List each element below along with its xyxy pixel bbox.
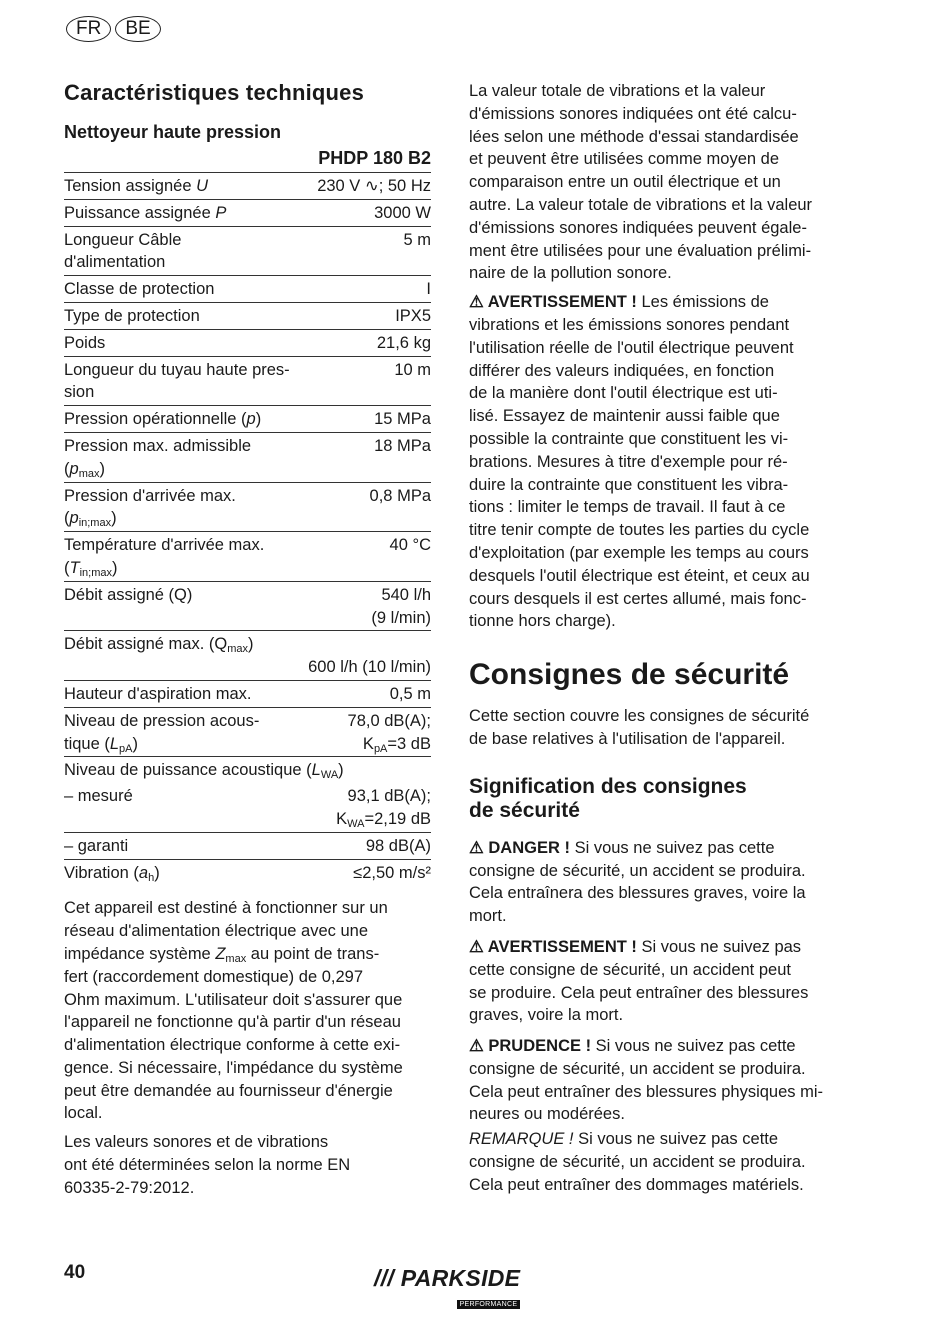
danger-paragraph bbox=[469, 837, 849, 928]
spec-row bbox=[64, 532, 431, 582]
text: Cet appareil est destiné à fonctionner sur un réseau d'alimentation électrique avec une impédance système bbox=[64, 899, 388, 963]
text-segment: – garanti bbox=[64, 836, 129, 855]
warn-label: AVERTISSEMENT ! bbox=[487, 937, 637, 956]
spec-row bbox=[64, 200, 431, 227]
text-segment: Vibration ( bbox=[64, 863, 139, 882]
right-column bbox=[469, 80, 849, 1203]
spec-label bbox=[64, 835, 128, 858]
section-title: Caractéristiques techniques bbox=[64, 80, 365, 105]
text-segment: IPX5 bbox=[395, 306, 431, 325]
text-segment: 540 l/h (9 l/min) bbox=[371, 585, 431, 627]
text-segment: 98 dB(A) bbox=[365, 836, 431, 855]
text-segment: Pression d'arrivée max. ( bbox=[64, 486, 236, 528]
spec-value bbox=[374, 435, 431, 481]
spec-value bbox=[353, 862, 431, 885]
warning-label: AVERTISSEMENT ! bbox=[487, 293, 637, 312]
text-segment: Niveau de pression acous- tique ( bbox=[64, 711, 260, 753]
spec-value bbox=[336, 785, 431, 831]
text: au point de trans- fert (raccordement domestique) de 0,297 Ohm maximum. L'utilisateur doit s'assurer que l'appareil ne fonctionne qu'à partir d'un réseau d'alimentation électrique conforme à cette exi- gence. Si nécessaire, l'impédance du système peut être demandée au fournisseur d'énergie local. bbox=[64, 944, 403, 1123]
note-paragraph bbox=[469, 1128, 849, 1196]
text-segment: Hauteur d'aspiration max. bbox=[64, 684, 252, 703]
spec-label bbox=[64, 710, 259, 756]
text-segment: ) bbox=[248, 635, 254, 654]
text-segment: 0,5 m bbox=[389, 684, 431, 703]
spec-value bbox=[308, 656, 431, 679]
text-segment: a bbox=[138, 863, 149, 882]
text-segment: ≤2,50 m/s² bbox=[353, 863, 431, 882]
warning-icon: ⚠ bbox=[469, 293, 488, 312]
language-badges bbox=[66, 16, 161, 42]
warn-paragraph bbox=[469, 936, 849, 1027]
warning-icon: ⚠ bbox=[469, 838, 489, 857]
text: Z bbox=[215, 944, 226, 963]
spec-value bbox=[366, 835, 431, 858]
text-segment: Poids bbox=[64, 333, 106, 352]
text-segment: ) bbox=[154, 863, 160, 882]
spec-value bbox=[426, 278, 431, 301]
text-segment: 10 m bbox=[394, 360, 431, 379]
text: Si vous ne suivez pas cette consigne de sécurité, un accident se produira. Cela peut entraîner des dommages matériels. bbox=[469, 1130, 806, 1194]
text-segment: Température d'arrivée max. ( bbox=[64, 536, 265, 577]
text-segment: =3 dB bbox=[387, 734, 431, 753]
badge-fr: FR bbox=[66, 16, 111, 42]
text-segment: WA bbox=[347, 817, 365, 830]
spec-row bbox=[64, 833, 431, 860]
spec-label bbox=[64, 862, 160, 885]
spec-value bbox=[395, 305, 431, 328]
spec-row bbox=[64, 357, 431, 407]
text: Si vous ne suivez pas cette consigne de sécurité, un accident se produira. Cela peut entraîner des blessures physiques mi- neures ou modérées. bbox=[469, 1037, 824, 1124]
spec-label bbox=[64, 332, 105, 355]
caution-paragraph bbox=[469, 1035, 849, 1126]
text-segment: 18 MPa bbox=[374, 436, 431, 455]
spec-value bbox=[394, 359, 431, 405]
text-segment: 21,6 kg bbox=[376, 333, 431, 352]
text-segment: =2,19 dB bbox=[364, 809, 431, 828]
spec-value bbox=[374, 202, 431, 225]
text-segment: 3000 W bbox=[374, 203, 431, 222]
text-segment: – mesuré bbox=[64, 787, 133, 806]
text-segment: ) bbox=[111, 509, 117, 528]
spec-row bbox=[64, 433, 431, 483]
left-column bbox=[64, 78, 431, 1206]
caution-label: PRUDENCE ! bbox=[488, 1037, 592, 1056]
spec-label bbox=[64, 305, 200, 328]
spec-label bbox=[64, 435, 251, 481]
spec-label bbox=[64, 534, 264, 580]
badge-be: BE bbox=[115, 16, 160, 42]
text-segment: L bbox=[311, 761, 321, 780]
logo-subtext: PERFORMANCE bbox=[457, 1300, 521, 1309]
spec-label bbox=[64, 683, 252, 706]
text-segment: Longueur du tuyau haute pres- sion bbox=[64, 360, 290, 402]
product-name: Nettoyeur haute pression bbox=[64, 122, 282, 142]
text-segment: Classe de protection bbox=[64, 280, 215, 299]
spec-row bbox=[64, 708, 431, 758]
text-segment: Tension assignée bbox=[64, 177, 197, 195]
text-segment: Puissance assignée bbox=[64, 203, 216, 222]
spec-row bbox=[64, 783, 431, 833]
spec-label bbox=[64, 229, 181, 275]
spec-label bbox=[64, 202, 226, 225]
spec-label bbox=[64, 633, 431, 656]
spec-row bbox=[64, 227, 431, 277]
spec-label bbox=[64, 785, 133, 831]
text-segment: 5 m bbox=[403, 230, 431, 249]
spec-value bbox=[390, 683, 431, 706]
text-segment: 0,8 MPa bbox=[369, 486, 431, 505]
text-segment: p bbox=[246, 410, 256, 429]
spec-row bbox=[64, 330, 431, 357]
danger-label: DANGER ! bbox=[488, 838, 570, 857]
parkside-logo bbox=[374, 1266, 520, 1313]
spec-label bbox=[64, 759, 431, 782]
spec-row bbox=[64, 173, 431, 200]
spec-label bbox=[64, 359, 290, 405]
spec-row bbox=[64, 681, 431, 708]
spec-row bbox=[64, 631, 431, 681]
text-segment: Type de protection bbox=[64, 306, 200, 325]
spec-row bbox=[64, 303, 431, 330]
spec-value bbox=[374, 408, 431, 431]
text-segment: I bbox=[426, 280, 431, 299]
spec-row bbox=[64, 582, 431, 632]
text: Les émissions de vibrations et les émissions sonores pendant l'utilisation réelle de l'outil électrique peuvent différer des valeurs indiquées, en fonction de la manière dont l'outil électrique est uti- lisé. Essayez de maintenir aussi faible que possible la contrainte que constituent les vi- brations. Mesures à titre d'exemple pour ré- duire la contrainte que constituent les vibra- tions : limiter le temps de travail. Il faut à ce titre tenir compte de toutes les parties du cycle d'exploitation (par exemple les temps au cours desquels l'outil électrique est éteint, et ceux au cours desquels il est certes allumé, mais fonc- tionne hors charge). bbox=[469, 293, 810, 631]
safety-intro: Cette section couvre les consignes de sécurité de base relatives à l'utilisation de l'appareil. bbox=[469, 707, 810, 748]
spec-value bbox=[370, 485, 431, 531]
vibration-paragraph: La valeur totale de vibrations et la valeur d'émissions sonores indiquées ont été calcu- lées selon une méthode d'essai standardisée et peuvent être utilisées comme moyen de comparaison entre un outil électrique et un autre. La valeur totale de vibrations et la valeur d'émissions sonores indiquées peuvent égale- ment être utilisées pour une évaluation prélimi- naire de la pollution sonore. bbox=[469, 82, 813, 283]
warning-paragraph bbox=[469, 291, 849, 633]
text-segment: U bbox=[196, 177, 209, 195]
text-segment: in;max bbox=[78, 517, 112, 530]
warning-icon: ⚠ bbox=[469, 1037, 489, 1056]
text-segment: P bbox=[215, 203, 227, 222]
spec-label bbox=[64, 278, 214, 301]
text-segment: ) bbox=[99, 459, 105, 478]
text-segment: pA bbox=[373, 742, 388, 755]
spec-label bbox=[64, 485, 236, 531]
text-segment: Niveau de puissance acoustique ( bbox=[64, 761, 312, 780]
spec-value bbox=[403, 229, 431, 275]
spec-row bbox=[64, 276, 431, 303]
text-segment: ) bbox=[338, 761, 344, 780]
spec-row bbox=[64, 860, 431, 886]
text-segment: 230 V ∿; 50 Hz bbox=[317, 177, 431, 195]
text-segment: Débit assigné (Q) bbox=[64, 585, 193, 604]
text-segment: Pression max. admissible ( bbox=[64, 436, 252, 478]
spec-row bbox=[64, 483, 431, 533]
text-segment: max bbox=[227, 643, 249, 656]
spec-label bbox=[64, 175, 208, 198]
text-segment: p bbox=[69, 509, 79, 528]
model-header: PHDP 180 B2 bbox=[64, 144, 431, 173]
text: Si vous ne suivez pas cette consigne de sécurité, un accident se produira. Cela entraînera des blessures graves, voire la mort. bbox=[469, 838, 806, 926]
spec-value bbox=[390, 534, 431, 580]
spec-row bbox=[64, 757, 431, 783]
text-segment: ) bbox=[112, 558, 118, 577]
text-segment: Pression opérationnelle ( bbox=[64, 410, 247, 429]
text-segment: Longueur Câble d'alimentation bbox=[64, 230, 182, 272]
text-segment: Débit assigné max. (Q bbox=[64, 635, 228, 654]
norm-paragraph: Les valeurs sonores et de vibrations ont été déterminées selon la norme EN 60335-2-79:2012. bbox=[64, 1133, 351, 1197]
text-segment: max bbox=[78, 467, 100, 480]
safety-subtitle: Signification des consignes de sécurité bbox=[469, 774, 747, 822]
spec-value bbox=[377, 332, 431, 355]
spec-table bbox=[64, 173, 431, 885]
text-segment: ) bbox=[132, 734, 139, 753]
note-label: REMARQUE ! bbox=[469, 1130, 574, 1149]
text-segment: 93,1 dB(A); K bbox=[336, 787, 431, 828]
logo-text: /// PARKSIDE bbox=[374, 1265, 521, 1291]
text: Si vous ne suivez pas cette consigne de sécurité, un accident peut se produire. Cela peut entraîner des blessures graves, voire la mort. bbox=[469, 937, 809, 1025]
text-segment: in;max bbox=[79, 566, 112, 579]
spec-value bbox=[348, 710, 431, 756]
spec-value bbox=[371, 584, 431, 630]
text: max bbox=[225, 952, 247, 965]
text-segment: 15 MPa bbox=[374, 410, 431, 429]
text-segment: WA bbox=[320, 769, 339, 782]
safety-title: Consignes de sécurité bbox=[469, 658, 790, 692]
text-segment: pA bbox=[119, 742, 133, 755]
text-segment: L bbox=[109, 734, 120, 753]
spec-label bbox=[64, 584, 192, 630]
text-segment: ) bbox=[255, 410, 262, 429]
page-number: 40 bbox=[64, 1262, 86, 1283]
text-segment: p bbox=[69, 459, 79, 478]
spec-row bbox=[64, 406, 431, 433]
text-segment: 40 °C bbox=[389, 536, 431, 555]
warning-icon: ⚠ bbox=[469, 937, 488, 956]
spec-value bbox=[317, 175, 431, 198]
text-segment: T bbox=[69, 558, 80, 577]
text-segment: 600 l/h (10 l/min) bbox=[308, 658, 431, 677]
text-segment: h bbox=[148, 871, 155, 884]
text-segment: 78,0 dB(A); K bbox=[347, 711, 431, 753]
impedance-paragraph bbox=[64, 897, 431, 1125]
spec-label bbox=[64, 408, 261, 431]
